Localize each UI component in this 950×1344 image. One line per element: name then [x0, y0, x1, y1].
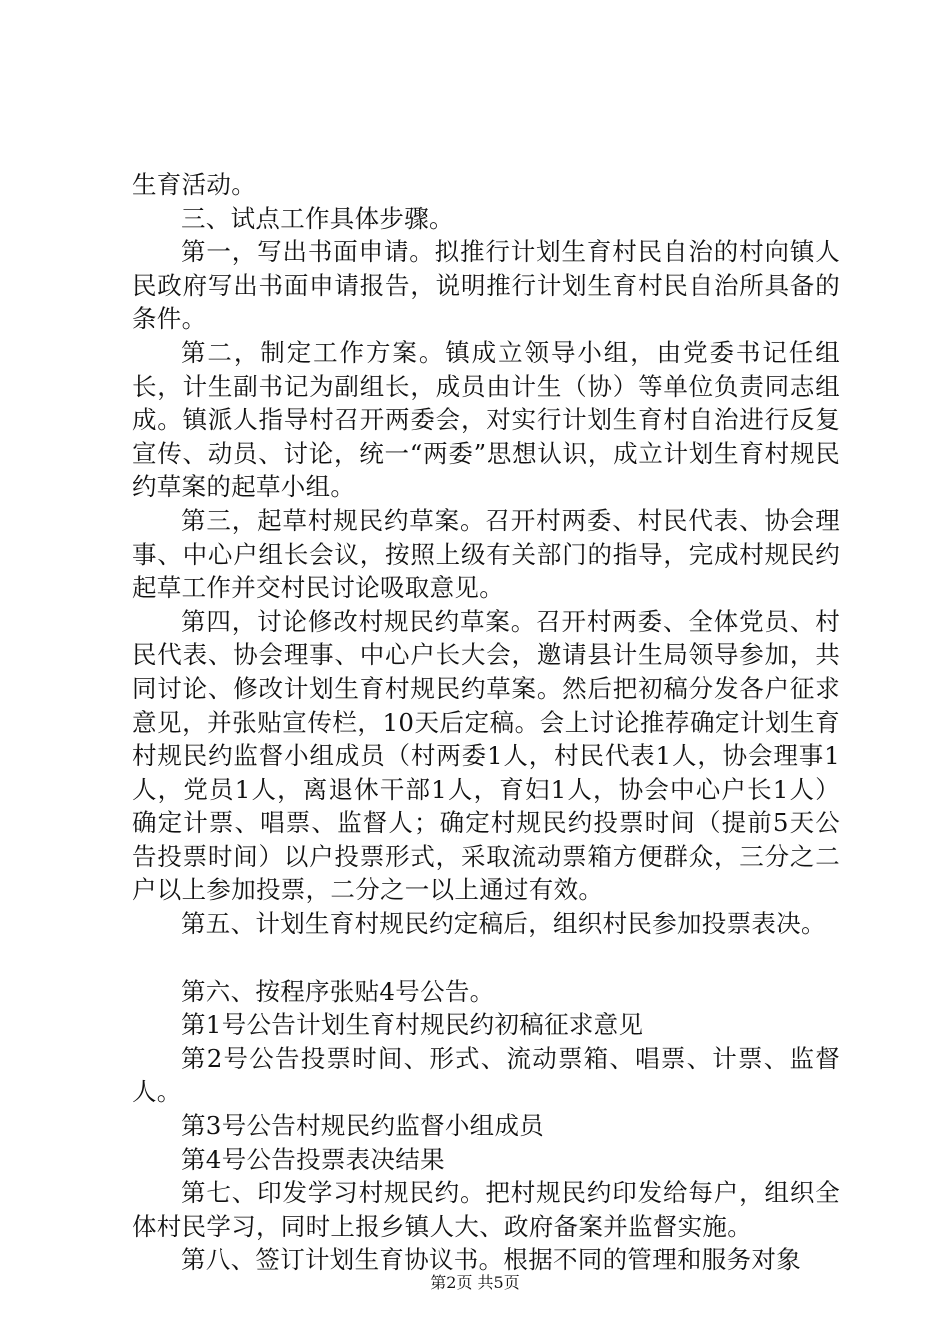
notice-item-2: 第2号公告投票时间、形式、流动票箱、唱票、计票、监督人。 [132, 1043, 840, 1107]
document-body [132, 168, 840, 1277]
notice-item-3: 第3号公告村规民约监督小组成员 [181, 1111, 545, 1141]
notice-item-4: 第4号公告投票表决结果 [181, 1144, 445, 1174]
paragraph-step-3: 第三，起草村规民约草案。召开村两委、村民代表、协会理事、中心户组长会议，按照上级有关部门的指导，完成村规民约起草工作并交村民讨论吸取意见。 [132, 505, 840, 603]
paragraph-continuation: 生育活动。 [132, 170, 256, 199]
paragraph-step-1: 第一，写出书面申请。拟推行计划生育村民自治的村向镇人民政府写出书面申请报告，说明推行计划生育村民自治所具备的条件。 [132, 237, 840, 334]
paragraph-step-2: 第二，制定工作方案。镇成立领导小组，由党委书记任组长，计生副书记为副组长，成员由计生（协）等单位负责同志组成。镇派人指导村召开两委会，对实行计划生育村自治进行反复宣传、动员、讨论，统一“两委”思想认识，成立计划生育村规民约草案的起草小组。 [132, 337, 840, 502]
paragraph-step-8: 第八、签订计划生育协议书。根据不同的管理和服务对象 [181, 1245, 801, 1275]
page-number: 第2页 共5页 [430, 1273, 520, 1292]
paragraph-step-7: 第七、印发学习村规民约。把村规民约印发给每户，组织全体村民学习，同时上报乡镇人大、政府备案并监督实施。 [132, 1178, 840, 1241]
paragraph-step-6: 第六、按程序张贴4号公告。 [181, 976, 495, 1006]
paragraph-step-5: 第五、计划生育村规民约定稿后，组织村民参加投票表决。 [181, 909, 826, 939]
section-heading: 三、试点工作具体步骤。 [181, 203, 454, 233]
notice-item-1: 第1号公告计划生育村规民约初稿征求意见 [181, 1010, 644, 1040]
paragraph-step-4: 第四，讨论修改村规民约草案。召开村两委、全体党员、村民代表、协会理事、中心户长大会，邀请县计生局领导参加，共同讨论、修改计划生育村规民约草案。然后把初稿分发各户征求意见，并张贴宣传栏，10天后定稿。会上讨论推荐确定计划生育村规民约监督小组成员（村两委1人，村民代表1人，协会理事1人，党员1人，离退休干部1人，育妇1人，协会中心户长1人）确定计票、唱票、监督人；确定村规民约投票时间（提前5天公告投票时间）以户投票形式，采取流动票箱方便群众，三分之二户以上参加投票，二分之一以上通过有效。 [132, 606, 841, 905]
